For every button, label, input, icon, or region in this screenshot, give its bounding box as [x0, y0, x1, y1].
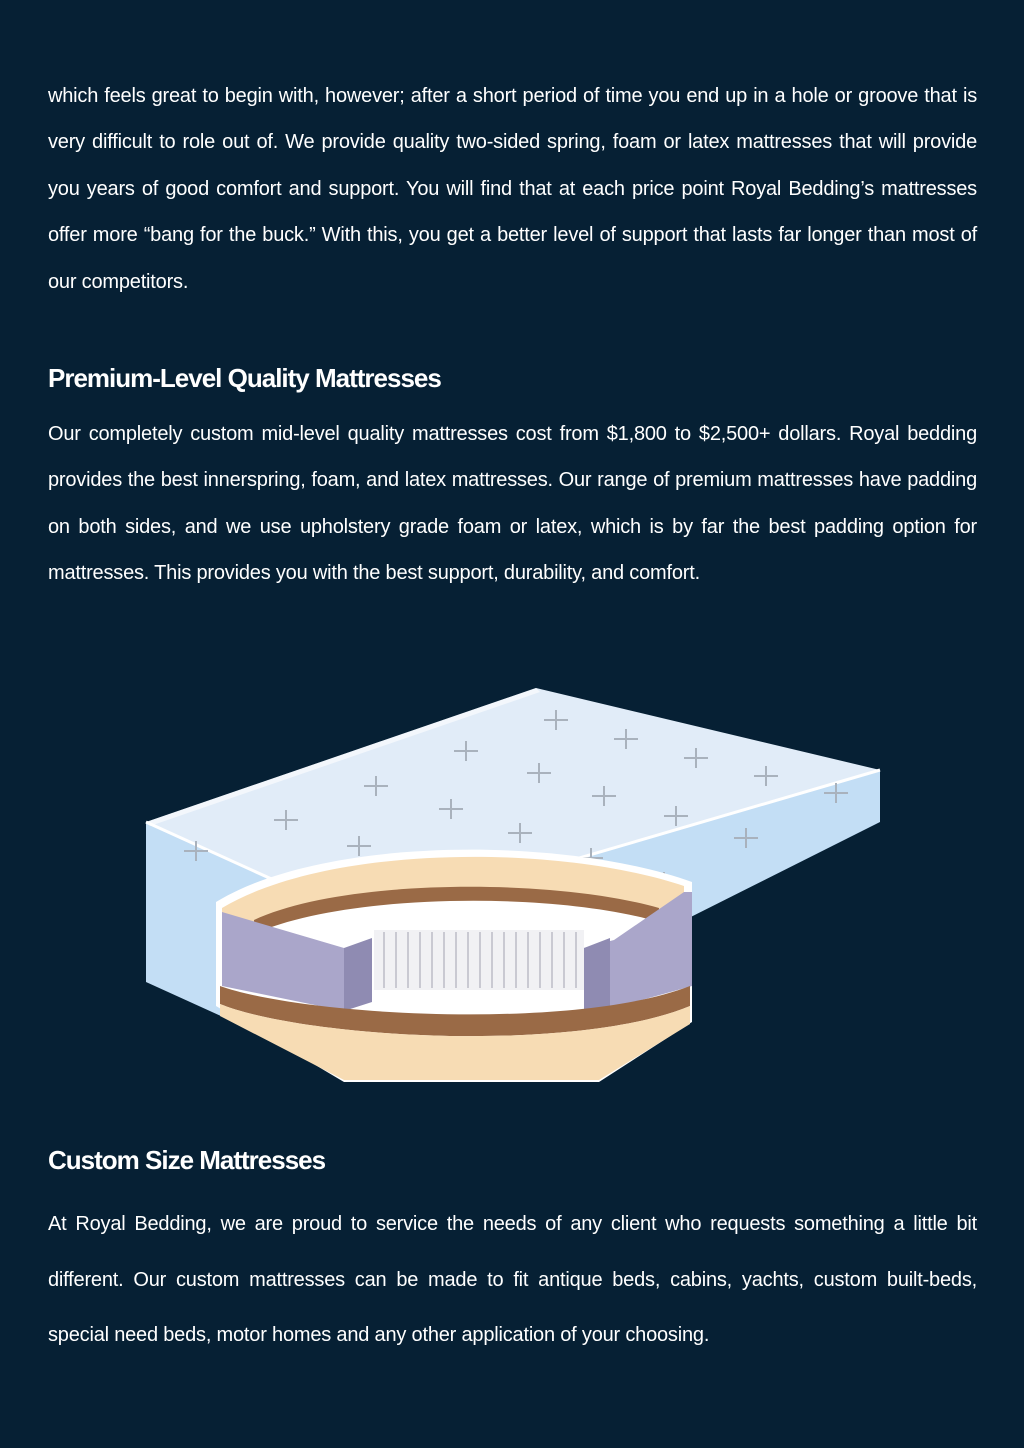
custom-heading: Custom Size Mattresses	[48, 1145, 326, 1175]
mattress-illustration	[144, 686, 882, 1082]
premium-heading: Premium-Level Quality Mattresses	[48, 363, 441, 393]
intro-paragraph: which feels great to begin with, however; after a short period of time you end up in a hole or groove that is very difficult to role out of. We provide quality two-sided spring, foam or latex mattresses that will provide you years of good comfort and support. You will find that at each price point Royal Bedding’s mattresses offer more “bang for the buck.” With this, you get a better level of support that lasts far longer than most of our competitors.	[48, 85, 977, 293]
custom-paragraph: At Royal Bedding, we are proud to service the needs of any client who requests something a little bit different. Our custom mattresses can be made to fit antique beds, cabins, yachts, custom built-beds, special need beds, motor homes and any other application of your choosing.	[48, 1213, 977, 1347]
premium-paragraph: Our completely custom mid-level quality mattresses cost from $1,800 to $2,500+ dollars. Royal bedding provides the best innerspring, foam, and latex mattresses. Our range of premium mattresses have padding on both sides, and we use upholstery grade foam or latex, which is by far the best padding option for mattresses. This provides you with the best support, durability, and comfort.	[48, 423, 977, 585]
cutaway-section	[216, 850, 692, 1082]
